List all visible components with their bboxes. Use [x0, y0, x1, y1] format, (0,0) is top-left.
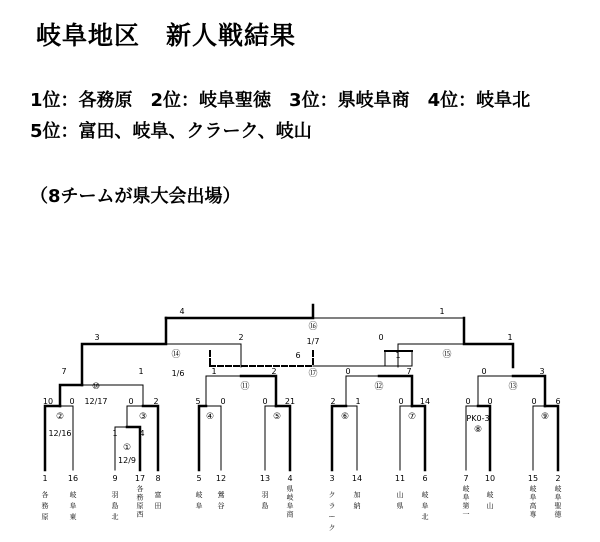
m13-line-b [513, 376, 545, 406]
match-numbers [56, 321, 549, 453]
m11-number: ⑪ [240, 382, 250, 392]
m2-number: ② [55, 412, 65, 422]
semi-left-line-a [82, 318, 166, 385]
seed-number: 6 [422, 474, 428, 483]
m4-line-a [199, 406, 206, 470]
seed-number: 1 [42, 474, 48, 483]
seed-number: 8 [155, 474, 161, 483]
seed-number: 12 [215, 474, 227, 483]
m16-date: 1/7 [306, 337, 320, 346]
m9-score-a: 0 [531, 397, 537, 406]
seed-number: 16 [67, 474, 79, 483]
m9-score-b: 6 [555, 397, 561, 406]
m12-score-a: 0 [345, 367, 351, 376]
m16-score-a: 4 [179, 307, 185, 316]
m10-date: 12/17 [84, 397, 108, 406]
seed-number: 15 [527, 474, 539, 483]
semi-right-line-a [464, 318, 513, 367]
m10-score-a: 7 [61, 367, 67, 376]
m9-number: ⑨ [540, 412, 550, 422]
final-line-left [166, 305, 313, 318]
m16-number: ⑯ [308, 322, 318, 332]
team-name: 各務原西 [136, 485, 144, 519]
team-names [42, 484, 563, 532]
m10-score-b: 1 [138, 367, 144, 376]
m13-score-b: 3 [539, 367, 545, 376]
seed-number: 5 [196, 474, 202, 483]
m13-number: ⑬ [508, 382, 518, 392]
team-name: 岐阜高専 [529, 485, 537, 519]
seed-number: 10 [484, 474, 496, 483]
m13-score-a: 0 [481, 367, 487, 376]
m7-score-b: 14 [419, 397, 431, 406]
m1-score-b: 4 [139, 429, 145, 438]
m1-number: ① [122, 443, 132, 453]
m14-number: ⑭ [171, 350, 181, 360]
m6-number: ⑥ [340, 412, 350, 422]
team-name: 富田 [154, 491, 162, 510]
team-name: 岐阜第一 [462, 485, 470, 519]
m4-number: ④ [205, 412, 215, 422]
m5-number: ⑤ [272, 412, 282, 422]
m8-number: ⑧ [473, 425, 483, 435]
m5-score-a: 0 [262, 397, 268, 406]
m3-score-b: 2 [153, 397, 159, 406]
m15-score-a: 0 [378, 333, 384, 342]
team-name: 岐阜東 [69, 491, 77, 521]
team-name: 岐山 [486, 491, 494, 510]
m10-number: ⑩ [91, 382, 101, 392]
team-name: 鶯谷 [217, 491, 225, 510]
m12-number: ⑫ [374, 382, 384, 392]
m12-score-b: 7 [406, 367, 412, 376]
m5-score-b: 21 [284, 397, 296, 406]
m8-score-b: 0 [487, 397, 493, 406]
m2-score-b: 0 [69, 397, 75, 406]
results-fifth: 5位：富田、岐阜、クラーク、岐山 [30, 121, 312, 142]
team-name: 山県 [396, 491, 404, 510]
m14-score-b: 2 [238, 333, 244, 342]
seed-number: 13 [259, 474, 271, 483]
m14-date: 1/6 [171, 369, 185, 378]
m4-score-b: 0 [220, 397, 226, 406]
m14-score-a: 3 [94, 333, 100, 342]
results-top4: 1位：各務原 2位：岐阜聖徳 3位：県岐阜商 4位：岐阜北 [30, 90, 531, 111]
m12-line-b [379, 376, 412, 406]
m6-score-b: 1 [355, 397, 361, 406]
team-name: 各務原 [41, 491, 49, 521]
team-name: 加納 [353, 491, 361, 510]
m17-number: ⑰ [308, 369, 318, 379]
qualification-note: （8チームが県大会出場） [30, 186, 241, 207]
team-name: 岐阜聖徳 [554, 485, 562, 519]
m2-date: 12/16 [48, 429, 72, 438]
m3-number: ③ [138, 412, 148, 422]
m11-score-a: 1 [211, 367, 217, 376]
team-name: クラーク [328, 491, 336, 532]
m8-score-a: 0 [465, 397, 471, 406]
semi-right-line-b [398, 344, 464, 367]
m16-score-b: 1 [439, 307, 445, 316]
m15-score-b: 1 [507, 333, 513, 342]
team-name: 羽島 [261, 491, 269, 510]
m1-score-a: 1 [112, 429, 118, 438]
seed-number: 14 [351, 474, 363, 483]
seed-number: 3 [329, 474, 335, 483]
m4-score-a: 5 [195, 397, 201, 406]
seed-number: 2 [555, 474, 561, 483]
page-title: 岐阜地区 新人戦結果 [36, 21, 297, 50]
seed-numbers [42, 474, 560, 483]
m11-score-b: 2 [271, 367, 277, 376]
m17-score-a: 6 [295, 351, 301, 360]
seed-number: 9 [112, 474, 118, 483]
m3-score-a: 0 [128, 397, 134, 406]
seed-number: 4 [287, 474, 293, 483]
m15-number: ⑮ [442, 350, 452, 360]
seed-number: 11 [394, 474, 406, 483]
m7-number: ⑦ [407, 412, 417, 422]
m8-pk-note: PK0-3 [466, 414, 490, 423]
seed-number: 7 [463, 474, 469, 483]
team-name: 岐阜北 [421, 491, 429, 521]
team-name: 県岐阜商 [286, 485, 294, 519]
m17-score-b: 1 [395, 351, 401, 360]
m2-score-a: 10 [42, 397, 54, 406]
team-name: 羽島北 [111, 491, 119, 521]
m7-score-a: 0 [398, 397, 404, 406]
seed-number: 17 [134, 474, 146, 483]
m6-score-a: 2 [330, 397, 336, 406]
team-name: 岐阜 [195, 491, 203, 510]
m1-date: 12/9 [118, 456, 136, 465]
